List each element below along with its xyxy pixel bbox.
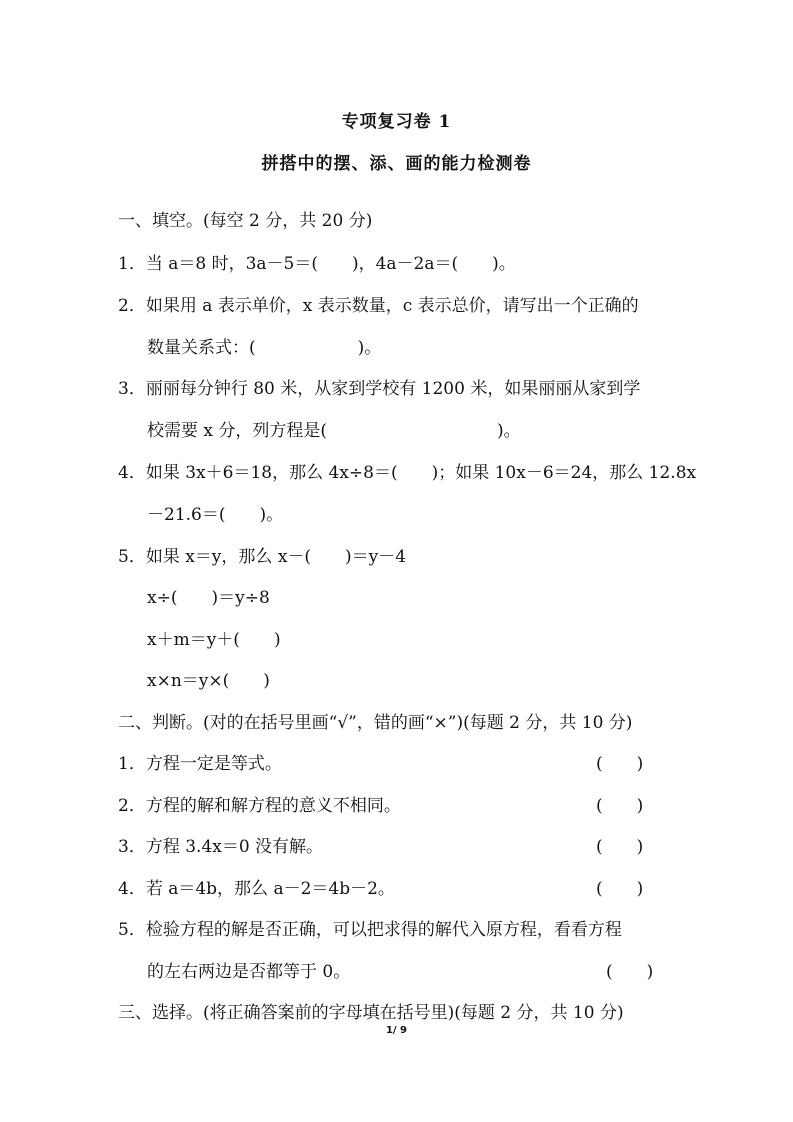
page-title: 专项复习卷 1 <box>341 112 452 132</box>
section1-question-5-line3: x＋m＝y＋( ) <box>147 630 281 650</box>
section2-question-4: 4．若 a＝4b，那么 a－2＝4b－2。 <box>118 879 395 899</box>
section2-question-5-line1: 5．检验方程的解是否正确，可以把求得的解代入原方程，看看方程 <box>118 920 622 940</box>
section3-heading: 三、选择。(将正确答案前的字母填在括号里)(每题 2 分，共 10 分) <box>118 1003 624 1023</box>
section2-answer-blank-3[interactable]: ( ) <box>596 837 644 857</box>
section2-question-5-line2: 的左右两边是否都等于 0。 <box>147 962 351 982</box>
section1-question-4-line2: －21.6＝( )。 <box>147 505 284 525</box>
section2-question-1: 1．方程一定是等式。 <box>118 754 282 774</box>
section1-question-5-line4: x×n＝y×( ) <box>147 671 270 691</box>
section1-question-3-line2: 校需要 x 分，列方程是( )。 <box>147 421 521 441</box>
section1-question-5-line1: 5．如果 x＝y，那么 x－( )＝y－4 <box>118 547 407 567</box>
section1-question-4-line1: 4．如果 3x＋6＝18，那么 4x÷8＝( )；如果 10x－6＝24，那么 12.8x <box>118 463 697 483</box>
section1-question-5-line2: x÷( )＝y÷8 <box>147 588 270 608</box>
section2-answer-blank-1[interactable]: ( ) <box>596 754 644 774</box>
section1-heading: 一、填空。(每空 2 分，共 20 分) <box>118 211 373 231</box>
section2-heading: 二、判断。(对的在括号里画“√”，错的画“×”)(每题 2 分，共 10 分) <box>118 713 633 733</box>
section2-answer-blank-4[interactable]: ( ) <box>596 879 644 899</box>
section1-question-2-line1: 2．如果用 a 表示单价，x 表示数量，c 表示总价，请写出一个正确的 <box>118 296 639 316</box>
page-number: 1/ 9 <box>385 1025 408 1036</box>
page-subtitle: 拼搭中的摆、添、画的能力检测卷 <box>261 154 532 174</box>
section2-answer-blank-2[interactable]: ( ) <box>596 796 644 816</box>
section1-question-2-line2: 数量关系式：( )。 <box>147 338 382 358</box>
section2-question-2: 2．方程的解和解方程的意义不相同。 <box>118 796 401 816</box>
section2-answer-blank-5[interactable]: ( ) <box>606 962 654 982</box>
section1-question-1: 1．当 a＝8 时，3a－5＝( )，4a－2a＝( )。 <box>118 254 516 274</box>
section1-question-3-line1: 3．丽丽每分钟行 80 米，从家到学校有 1200 米，如果丽丽从家到学 <box>118 379 641 399</box>
section2-question-3: 3．方程 3.4x＝0 没有解。 <box>118 837 324 857</box>
